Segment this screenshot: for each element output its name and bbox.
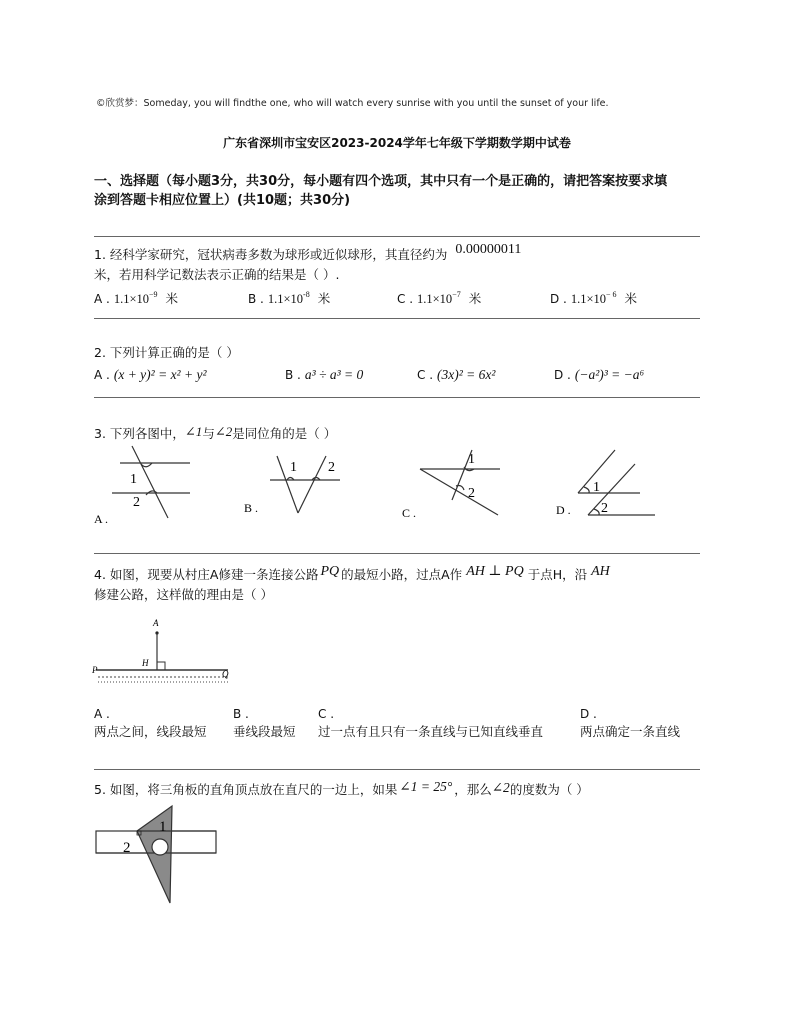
q4-figure: [88, 614, 248, 694]
q3-figure-d: [578, 450, 655, 515]
q3-figure-c-num2: 2: [468, 486, 475, 501]
q3-figure-a-num2: 2: [133, 495, 140, 510]
divider: [94, 769, 700, 770]
q5-stem: [94, 780, 589, 798]
q5-stem-text3: 的度数为（ ）: [509, 782, 589, 797]
q4-stem-cont: 修建公路，这样做的理由是（ ）: [94, 587, 273, 602]
q3-figure-c-num1: 1: [468, 452, 475, 467]
q4-option-d-text: 两点确定一条直线: [580, 724, 681, 739]
q1-option-c[interactable]: [397, 289, 481, 307]
q1-option-b[interactable]: [248, 289, 330, 307]
q4-label-a: A: [153, 618, 159, 628]
q3-angle1: ∠1: [184, 424, 203, 439]
q4-option-c[interactable]: [318, 706, 543, 740]
set-square: [137, 806, 172, 903]
q4-option-d[interactable]: [580, 706, 680, 740]
q3-figure-b-num1: 1: [290, 460, 297, 475]
q4-stem-text2: 的最短小路，过点A作: [341, 567, 463, 582]
q1-option-b-unit: 米: [317, 291, 331, 306]
q1-option-d-exp: − 6: [606, 290, 617, 299]
q2-option-c-label: C .: [417, 368, 434, 382]
q5-angle2: ∠2: [491, 780, 510, 795]
q1-value: 0.00000011: [455, 242, 522, 257]
q4-stem: [94, 565, 610, 584]
q4-ah-perp: AH ⊥ PQ: [466, 564, 524, 579]
q1-option-a[interactable]: [94, 289, 178, 307]
header-note: ©欣赏梦：Someday, you will findthe one, who will watch every sunrise with you until the sunset of your life.: [96, 98, 609, 109]
q5-label-2: 2: [123, 840, 131, 856]
divider: [94, 236, 700, 237]
q1-option-a-label: A .: [94, 292, 110, 306]
q2-option-b[interactable]: [285, 367, 363, 383]
q1-option-b-label: B .: [248, 292, 264, 306]
q3-figure-d-num1: 1: [593, 480, 600, 495]
q3-figure-d-num2: 2: [601, 501, 608, 516]
q3-stem-text: 3. 下列各图中，: [94, 426, 185, 441]
q4-option-c-text: 过一点有且只有一条直线与已知直线垂直: [318, 724, 544, 739]
q2-option-a[interactable]: [94, 367, 207, 383]
q3-option-b-label[interactable]: B .: [244, 501, 259, 515]
q3-stem-mid: 与: [202, 426, 215, 441]
section-heading: [94, 172, 704, 210]
q2-option-a-label: A .: [94, 368, 110, 382]
q1-option-c-coef: 1.1×10: [417, 292, 453, 306]
q5-figure: [90, 800, 230, 910]
q4-option-b[interactable]: [233, 706, 296, 740]
q4-option-c-label: C .: [318, 707, 335, 721]
q2-option-c[interactable]: [417, 367, 495, 383]
q3-figure-b-num2: 2: [328, 460, 335, 475]
q4-option-d-label: D .: [580, 707, 597, 721]
q5-label-1: 1: [159, 819, 167, 835]
q3-figure-a: [112, 446, 190, 518]
q1-option-d-coef: 1.1×10: [570, 292, 607, 306]
q1-option-d-unit: 米: [624, 291, 638, 306]
q4-option-b-text: 垂线段最短: [233, 724, 296, 739]
q5-stem-text2: ，那么: [454, 782, 492, 797]
q5-stem-text: 5. 如图，将三角板的直角顶点放在直尺的一边上，如果: [94, 782, 398, 797]
q4-stem-text: 4. 如图，现要从村庄A修建一条连接公路: [94, 567, 319, 582]
q3-figure-a-num1: 1: [130, 472, 137, 487]
q2-option-d-label: D .: [554, 368, 571, 382]
q4-pq: PQ: [320, 564, 340, 579]
divider: [94, 553, 700, 554]
q2-option-b-label: B .: [285, 368, 301, 382]
q4-stem-text3: 于点H，沿: [527, 567, 588, 582]
q1-option-a-exp: −9: [149, 290, 158, 299]
divider: [94, 318, 700, 319]
q4-label-p: P: [92, 665, 98, 675]
q3-option-a-label[interactable]: A .: [94, 512, 109, 526]
q1-option-d-label: D .: [550, 292, 567, 306]
q4-option-a-text: 两点之间，线段最短: [94, 724, 207, 739]
q1-stem-cont: 米，若用科学记数法表示正确的结果是（ ）.: [94, 267, 340, 282]
q3-figure-c: [420, 450, 500, 515]
q1-option-c-exp: −7: [452, 290, 461, 299]
q1-option-b-exp: -8: [303, 290, 310, 299]
q2-option-d-expr: (−a²)³ = −a⁶: [574, 367, 645, 382]
q4-label-h: H: [142, 658, 149, 668]
q1-option-a-unit: 米: [165, 291, 179, 306]
q2-option-d[interactable]: [554, 367, 644, 383]
page-title: 广东省深圳市宝安区2023-2024学年七年级下学期数学期中试卷: [223, 136, 571, 150]
q3-angle2: ∠2: [214, 424, 233, 439]
q4-label-q: Q: [222, 669, 229, 679]
q2-option-c-expr: (3x)² = 6x²: [437, 367, 496, 382]
q4-option-b-label: B .: [233, 707, 249, 721]
q2-stem: 2. 下列计算正确的是（ ）: [94, 345, 239, 360]
q1-option-d[interactable]: [550, 289, 637, 307]
q3-figures: [90, 440, 690, 530]
section-heading-line2: 涂到答题卡相应位置上）(共10题；共30分): [94, 193, 351, 208]
q1-option-a-coef: 1.1×10: [113, 292, 150, 306]
q3-stem-end: 是同位角的是（ ）: [232, 426, 337, 441]
section-heading-line1: 一、选择题（每小题3分，共30分，每小题有四个选项，其中只有一个是正确的，请把答案按要求填: [94, 174, 668, 189]
q4-option-a[interactable]: [94, 706, 207, 740]
q3-option-d-label[interactable]: D .: [556, 503, 571, 517]
divider: [94, 397, 700, 398]
q2-option-b-expr: a³ ÷ a³ = 0: [304, 367, 364, 382]
q1-option-c-label: C .: [397, 292, 414, 306]
q1-option-b-coef: 1.1×10: [267, 292, 304, 306]
q1-stem-text: 1. 经科学家研究，冠状病毒多数为球形或近似球形，其直径约为: [94, 247, 448, 262]
q3-option-c-label[interactable]: C .: [402, 506, 417, 520]
q1-stem: [94, 242, 522, 264]
q1-option-c-unit: 米: [468, 291, 482, 306]
q4-ah: AH: [591, 564, 610, 579]
q4-option-a-label: A .: [94, 707, 110, 721]
q5-condition: ∠1 = 25°: [399, 779, 453, 794]
q2-option-a-expr: (x + y)² = x² + y²: [113, 367, 207, 382]
